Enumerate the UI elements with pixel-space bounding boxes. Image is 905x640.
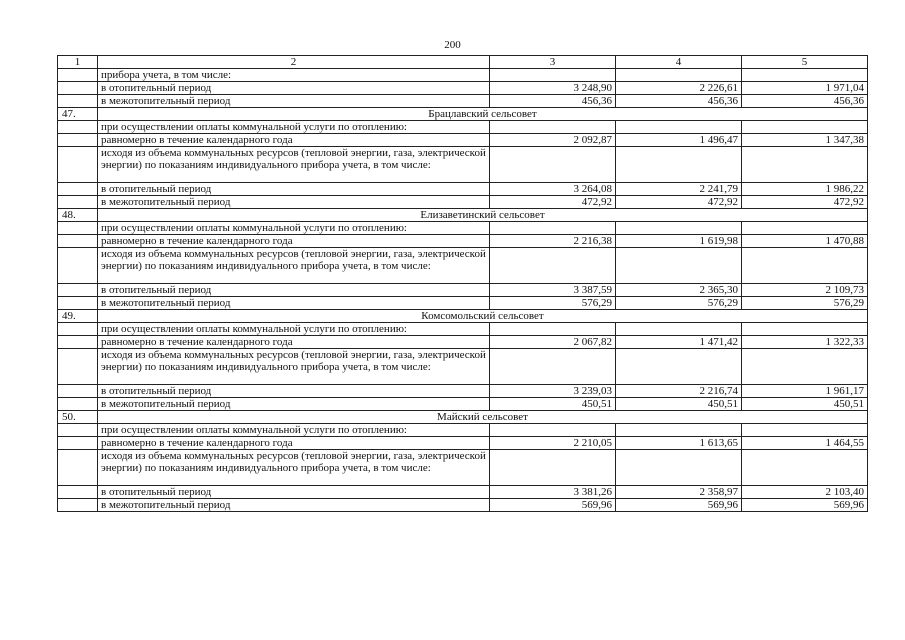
- value-cell-col4: 450,51: [616, 398, 742, 411]
- value-cell-col3: 3 248,90: [490, 82, 616, 95]
- row-label-cell: при осуществлении оплаты коммунальной услуги по отоплению:: [98, 323, 490, 336]
- section-header-row: [58, 209, 868, 222]
- row-number-cell: [58, 82, 98, 95]
- row-label-cell: в отопительный период: [98, 385, 490, 398]
- value-cell-col4: 2 226,61: [616, 82, 742, 95]
- value-cell-col4: 456,36: [616, 95, 742, 108]
- value-cell-col4: [616, 323, 742, 336]
- row-number-cell: [58, 284, 98, 297]
- value-cell-col4: [616, 450, 742, 486]
- value-cell-col4: [616, 121, 742, 134]
- value-cell-col4: [616, 69, 742, 82]
- value-cell-col5: [742, 222, 868, 235]
- row-label-cell: исходя из объема коммунальных ресурсов (тепловой энергии, газа, электрической энергии) по показаниям индивидуального прибора учета, в том числе:: [98, 450, 490, 486]
- value-cell-col4: 2 365,30: [616, 284, 742, 297]
- value-cell-col4: [616, 424, 742, 437]
- table-row: [58, 196, 868, 209]
- row-label-cell: исходя из объема коммунальных ресурсов (тепловой энергии, газа, электрической энергии) по показаниям индивидуального прибора учета, в том числе:: [98, 147, 490, 183]
- value-cell-col5: 472,92: [742, 196, 868, 209]
- row-label-cell: равномерно в течение календарного года: [98, 134, 490, 147]
- row-label-cell: прибора учета, в том числе:: [98, 69, 490, 82]
- row-number-cell: [58, 196, 98, 209]
- page-number: 200: [444, 39, 461, 51]
- value-cell-col5: 1 986,22: [742, 183, 868, 196]
- value-cell-col3: 472,92: [490, 196, 616, 209]
- table-row: [58, 486, 868, 499]
- row-label-cell: в межотопительный период: [98, 297, 490, 310]
- row-number-cell: [58, 248, 98, 284]
- table-row: [58, 284, 868, 297]
- value-cell-col4: 2 241,79: [616, 183, 742, 196]
- header-col-4: 4: [616, 56, 742, 69]
- section-title: Комсомольский сельсовет: [98, 310, 868, 323]
- table-row: [58, 336, 868, 349]
- table-body: [58, 56, 868, 512]
- value-cell-col4: [616, 349, 742, 385]
- section-number: 49.: [58, 310, 98, 323]
- value-cell-col3: [490, 69, 616, 82]
- value-cell-col3: 3 239,03: [490, 385, 616, 398]
- row-number-cell: [58, 147, 98, 183]
- row-number-cell: [58, 424, 98, 437]
- row-number-cell: [58, 336, 98, 349]
- value-cell-col3: 569,96: [490, 499, 616, 512]
- table-row: [58, 424, 868, 437]
- value-cell-col5: [742, 121, 868, 134]
- row-label-cell: в отопительный период: [98, 486, 490, 499]
- value-cell-col3: 2 216,38: [490, 235, 616, 248]
- table-row: [58, 134, 868, 147]
- value-cell-col3: 3 381,26: [490, 486, 616, 499]
- value-cell-col3: 576,29: [490, 297, 616, 310]
- table-row: [58, 95, 868, 108]
- row-label-cell: при осуществлении оплаты коммунальной услуги по отоплению:: [98, 424, 490, 437]
- value-cell-col3: 450,51: [490, 398, 616, 411]
- value-cell-col5: 1 347,38: [742, 134, 868, 147]
- value-cell-col5: [742, 424, 868, 437]
- row-label-cell: равномерно в течение календарного года: [98, 437, 490, 450]
- section-number: 47.: [58, 108, 98, 121]
- table-row: [58, 121, 868, 134]
- value-cell-col4: [616, 248, 742, 284]
- value-cell-col4: 1 619,98: [616, 235, 742, 248]
- table-row: [58, 147, 868, 183]
- value-cell-col4: [616, 222, 742, 235]
- row-label-cell: при осуществлении оплаты коммунальной услуги по отоплению:: [98, 121, 490, 134]
- value-cell-col3: 456,36: [490, 95, 616, 108]
- table-row: [58, 222, 868, 235]
- value-cell-col5: [742, 349, 868, 385]
- section-header-row: [58, 108, 868, 121]
- table-row: [58, 450, 868, 486]
- table-row: [58, 69, 868, 82]
- row-number-cell: [58, 121, 98, 134]
- header-col-1: 1: [58, 56, 98, 69]
- table-row: [58, 248, 868, 284]
- value-cell-col4: 2 358,97: [616, 486, 742, 499]
- table-row: [58, 437, 868, 450]
- value-cell-col4: 472,92: [616, 196, 742, 209]
- table-row: [58, 385, 868, 398]
- value-cell-col5: [742, 69, 868, 82]
- row-number-cell: [58, 323, 98, 336]
- value-cell-col3: [490, 222, 616, 235]
- row-number-cell: [58, 235, 98, 248]
- table-row: [58, 499, 868, 512]
- table-row: [58, 297, 868, 310]
- row-label-cell: равномерно в течение календарного года: [98, 235, 490, 248]
- row-number-cell: [58, 183, 98, 196]
- row-label-cell: исходя из объема коммунальных ресурсов (тепловой энергии, газа, электрической энергии) по показаниям индивидуального прибора учета, в том числе:: [98, 248, 490, 284]
- row-number-cell: [58, 222, 98, 235]
- section-title: Брацлавский сельсовет: [98, 108, 868, 121]
- value-cell-col4: 1 496,47: [616, 134, 742, 147]
- value-cell-col4: 1 613,65: [616, 437, 742, 450]
- value-cell-col3: 2 067,82: [490, 336, 616, 349]
- row-label-cell: в отопительный период: [98, 183, 490, 196]
- value-cell-col5: 2 109,73: [742, 284, 868, 297]
- row-label-cell: при осуществлении оплаты коммунальной услуги по отоплению:: [98, 222, 490, 235]
- row-label-cell: в отопительный период: [98, 82, 490, 95]
- table-header-row: [58, 56, 868, 69]
- value-cell-col3: [490, 450, 616, 486]
- value-cell-col4: 2 216,74: [616, 385, 742, 398]
- table-row: [58, 82, 868, 95]
- value-cell-col3: [490, 349, 616, 385]
- value-cell-col4: 569,96: [616, 499, 742, 512]
- header-col-2: 2: [98, 56, 490, 69]
- section-title: Елизаветинский сельсовет: [98, 209, 868, 222]
- row-number-cell: [58, 486, 98, 499]
- value-cell-col3: 2 210,05: [490, 437, 616, 450]
- section-number: 50.: [58, 411, 98, 424]
- row-label-cell: в межотопительный период: [98, 196, 490, 209]
- row-number-cell: [58, 437, 98, 450]
- value-cell-col5: 569,96: [742, 499, 868, 512]
- value-cell-col5: 1 322,33: [742, 336, 868, 349]
- table-row: [58, 398, 868, 411]
- row-label-cell: в межотопительный период: [98, 95, 490, 108]
- row-number-cell: [58, 297, 98, 310]
- table-row: [58, 235, 868, 248]
- table-row: [58, 323, 868, 336]
- row-number-cell: [58, 69, 98, 82]
- value-cell-col5: 1 961,17: [742, 385, 868, 398]
- row-number-cell: [58, 95, 98, 108]
- row-number-cell: [58, 349, 98, 385]
- value-cell-col3: 3 387,59: [490, 284, 616, 297]
- section-title: Майский сельсовет: [98, 411, 868, 424]
- section-header-row: [58, 411, 868, 424]
- row-number-cell: [58, 134, 98, 147]
- value-cell-col3: [490, 147, 616, 183]
- value-cell-col3: 2 092,87: [490, 134, 616, 147]
- row-label-cell: исходя из объема коммунальных ресурсов (тепловой энергии, газа, электрической энергии) по показаниям индивидуального прибора учета, в том числе:: [98, 349, 490, 385]
- value-cell-col4: [616, 147, 742, 183]
- row-number-cell: [58, 450, 98, 486]
- header-col-5: 5: [742, 56, 868, 69]
- value-cell-col3: 3 264,08: [490, 183, 616, 196]
- value-cell-col5: 576,29: [742, 297, 868, 310]
- value-cell-col5: 2 103,40: [742, 486, 868, 499]
- value-cell-col5: [742, 147, 868, 183]
- value-cell-col5: 456,36: [742, 95, 868, 108]
- row-number-cell: [58, 499, 98, 512]
- row-label-cell: в межотопительный период: [98, 499, 490, 512]
- table-row: [58, 183, 868, 196]
- row-number-cell: [58, 398, 98, 411]
- row-label-cell: в межотопительный период: [98, 398, 490, 411]
- value-cell-col5: [742, 450, 868, 486]
- section-number: 48.: [58, 209, 98, 222]
- value-cell-col4: 1 471,42: [616, 336, 742, 349]
- header-col-3: 3: [490, 56, 616, 69]
- value-cell-col3: [490, 248, 616, 284]
- value-cell-col5: 1 971,04: [742, 82, 868, 95]
- row-number-cell: [58, 385, 98, 398]
- value-cell-col5: 450,51: [742, 398, 868, 411]
- value-cell-col5: [742, 323, 868, 336]
- value-cell-col3: [490, 424, 616, 437]
- value-cell-col3: [490, 121, 616, 134]
- value-cell-col5: 1 470,88: [742, 235, 868, 248]
- value-cell-col4: 576,29: [616, 297, 742, 310]
- row-label-cell: равномерно в течение календарного года: [98, 336, 490, 349]
- tariff-table: [57, 55, 868, 512]
- value-cell-col3: [490, 323, 616, 336]
- value-cell-col5: 1 464,55: [742, 437, 868, 450]
- table-row: [58, 349, 868, 385]
- value-cell-col5: [742, 248, 868, 284]
- row-label-cell: в отопительный период: [98, 284, 490, 297]
- section-header-row: [58, 310, 868, 323]
